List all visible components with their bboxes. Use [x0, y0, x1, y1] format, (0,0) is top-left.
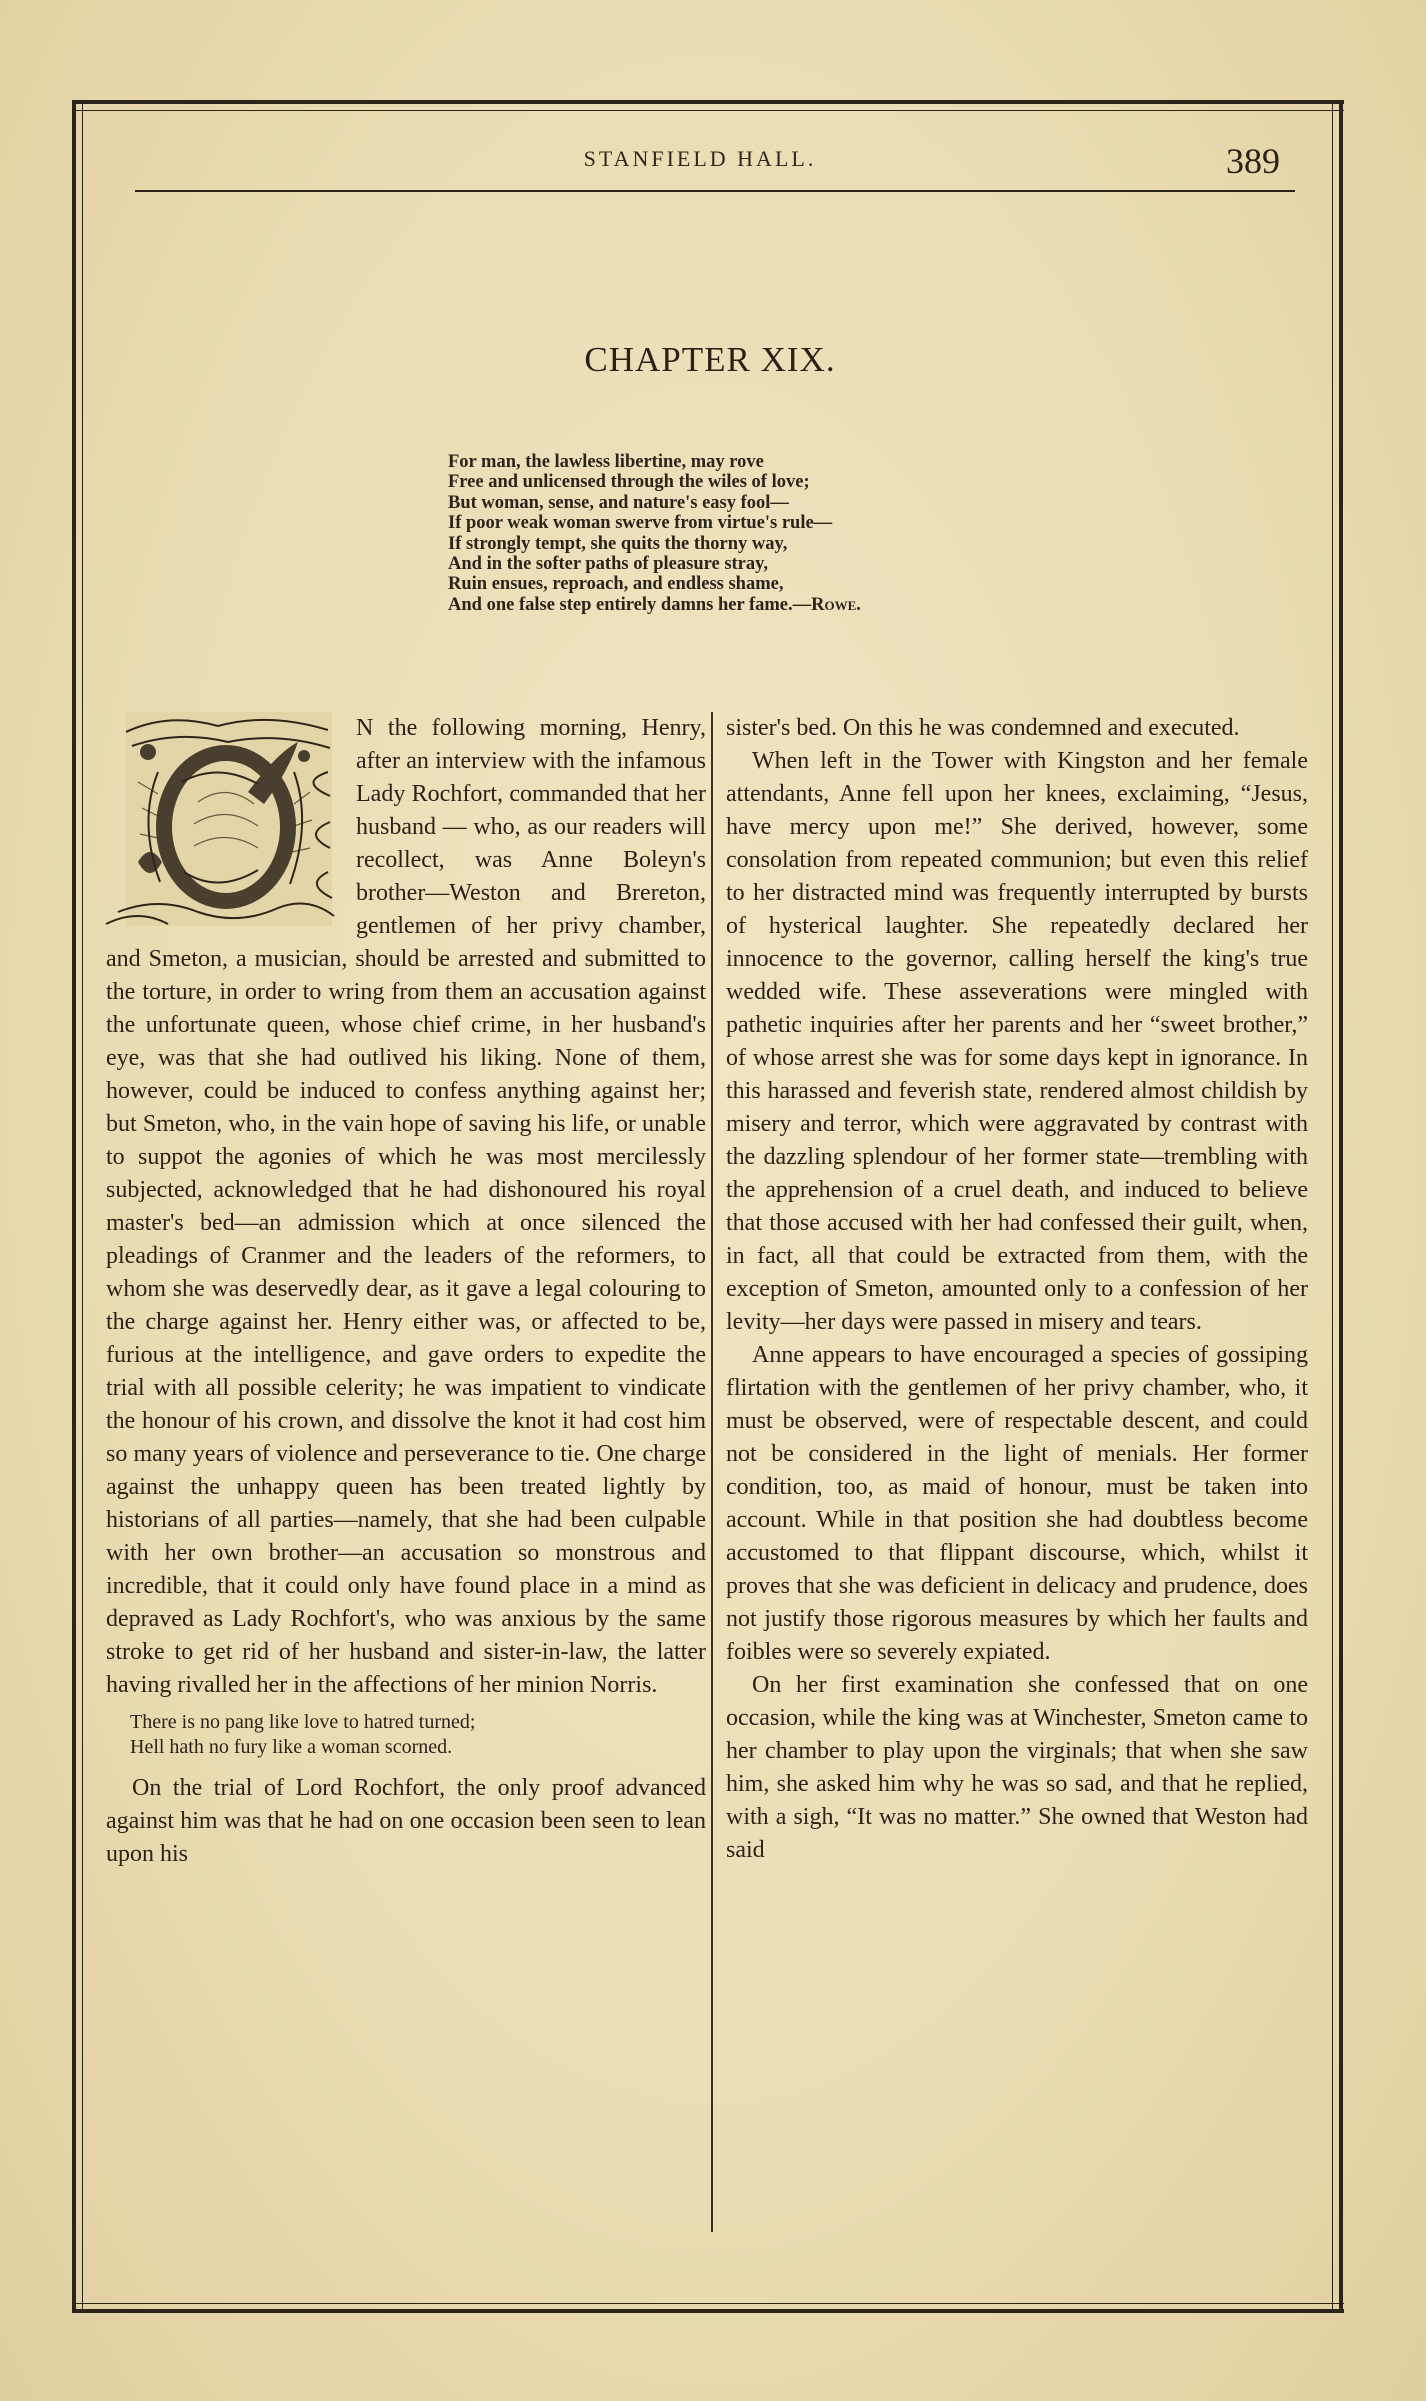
border-left [72, 100, 83, 2312]
paragraph: On her first examination she confessed that on one occasion, while the king was at Winchester, Smeton came to her chamber to play upon the virginals; that when she saw him, she asked him why he was so sad, and that he replied, with a sigh, “It was no matter.” She owned that Weston had said [726, 1672, 1308, 1863]
header-rule [135, 190, 1295, 192]
right-column [726, 712, 1308, 1867]
epigraph-line: If poor weak woman swerve from virtue's rule— [448, 513, 833, 534]
paragraph: Anne appears to have encouraged a species of gossiping flirtation with the gentlemen of her privy chamber, who, it must be observed, were of respectable descent, and could not be considered in the light of menials. Her former condition, too, as maid of honour, must be taken into account. While in that position she had doubtless become accustomed to that flippant discourse, which, whilst it proves that she was deficient in delicacy and prudence, does not justify those rigorous measures by which her faults and foibles were so severely expiated. [726, 1342, 1308, 1665]
chapter-title: CHAPTER XIX. [584, 340, 836, 379]
epigraph-line: But woman, sense, and nature's easy fool— [448, 492, 789, 513]
epigraph-line: Ruin ensues, reproach, and endless shame, [448, 574, 784, 595]
border-right [1332, 100, 1343, 2312]
epigraph-line: Free and unlicensed through the wiles of love; [448, 472, 810, 493]
column-divider [711, 712, 713, 2232]
epigraph-line: For man, the lawless libertine, may rove [448, 452, 764, 472]
decorative-initial [98, 712, 346, 932]
paragraph: On the trial of Lord Rochfort, the only proof advanced against him was that he had on one occasion been seen to lean upon his [106, 1775, 706, 1867]
border-bottom [72, 2303, 1344, 2313]
epigraph-line-text: And one false step entirely damns her fame.— [448, 594, 812, 615]
verse-line: Hell hath no fury like a woman scorned. [130, 1736, 453, 1758]
paragraph: N the following morning, Henry, after an interview with the infamous Lady Rochfort, commanded that her husband — who, as our readers will recollect, was Anne Boleyn's brother—Weston and Brereton, gentlemen of her privy chamber, and Smeton, a musician, should be arrested and submitted to the torture, in order to wring from them an accusation against the unfortunate queen, whose chief crime, in her husband's eye, was that she had outlived his liking. None of them, however, could be induced to confess anything against her; but Smeton, who, in the vain hope of saving his life, or unable to suppot the agonies of which he was most mercilessly subjected, acknowledged that he had dishonoured his royal master's bed—an admission which at once silenced the pleadings of Cranmer and the leaders of the reformers, to whom she was deservedly dear, as it gave a legal colouring to the charge against her. Henry either was, or affected to be, furious at the intelligence, and gave orders to expedite the trial with all possible celerity; he was impatient to vindicate the honour of his crown, and dissolve the knot it had cost him so many years of violence and perseverance to tie. One charge against the unhappy queen has been treated lightly by historians of all parties—namely, that she had been culpable with her own brother—an accusation so monstrous and incredible, that it could only have found place in a mind as depraved as Lady Rochfort's, who was anxious by the same stroke to get rid of her husband and sister-in-law, the latter having rivalled her in the affections of her minion Norris. [106, 715, 706, 1698]
verse-quote [130, 1710, 706, 1760]
paragraph: When left in the Tower with Kingston and her female attendants, Anne fell upon her knees, exclaiming, “Jesus, have mercy upon me!” She derived, however, some consolation from repeated communion; but even this relief to her distracted mind was frequently interrupted by bursts of hysterical laughter. She repeatedly declared her innocence to the governor, calling herself the king's true wedded wife. These asseverations were mingled with pathetic inquiries after her parents and her “sweet brother,” of whose arrest she was for some days kept in ignorance. In this harassed and feverish state, rendered almost childish by misery and terror, which were aggravated by contrast with the dazzling splendour of her former state—trembling with the apprehension of a cruel death, and induced to believe that those accused with her had confessed their guilt, when, in fact, all that could be extracted from them, with the exception of Smeton, amounted only to a confession of her levity—her days were passed in misery and tears. [726, 748, 1308, 1335]
verse-line: There is no pang like love to hatred turned; [130, 1711, 476, 1733]
page-number: 389 [1226, 141, 1280, 181]
paragraph: sister's bed. On this he was condemned and executed. [726, 715, 1240, 741]
left-column [106, 712, 706, 1871]
epigraph-line: If strongly tempt, she quits the thorny way, [448, 533, 788, 554]
epigraph-attribution: Rowe. [811, 594, 861, 615]
border-top [72, 100, 1344, 111]
epigraph [448, 452, 1148, 615]
epigraph-last-line [448, 595, 1148, 615]
epigraph-line: And in the softer paths of pleasure stray, [448, 554, 769, 575]
running-head: STANFIELD HALL. [583, 146, 817, 171]
